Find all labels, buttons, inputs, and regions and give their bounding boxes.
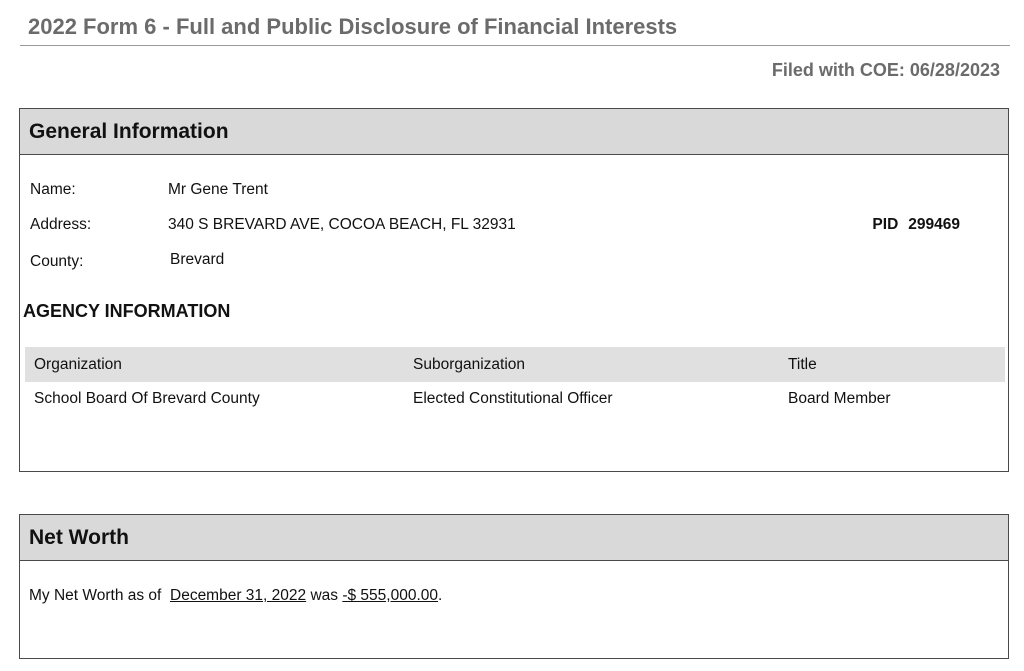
county-value: Brevard xyxy=(170,251,225,268)
title-divider xyxy=(20,45,1010,46)
net-worth-section xyxy=(19,514,1009,659)
name-label: Name: xyxy=(30,181,76,198)
filed-date: Filed with COE: 06/28/2023 xyxy=(771,60,1000,80)
table-row xyxy=(25,382,1005,416)
agency-information-heading: AGENCY INFORMATION xyxy=(23,301,231,321)
net-worth-prefix: My Net Worth as of xyxy=(29,587,162,604)
general-information-header: General Information xyxy=(20,109,1008,155)
agency-table-header xyxy=(25,347,1005,382)
net-worth-middle: was xyxy=(310,587,339,604)
column-organization: Organization xyxy=(34,355,122,373)
agency-table xyxy=(25,347,1005,416)
document-title: 2022 Form 6 - Full and Public Disclosure of Financial Interests xyxy=(28,14,678,39)
net-worth-suffix: . xyxy=(438,587,443,604)
suborganization-value: Elected Constitutional Officer xyxy=(413,390,613,407)
address-value: 340 S BREVARD AVE, COCOA BEACH, FL 32931 xyxy=(168,216,516,233)
net-worth-amount: -$ 555,000.00 xyxy=(342,587,439,604)
name-value: Mr Gene Trent xyxy=(168,181,268,198)
title-value: Board Member xyxy=(788,390,891,407)
net-worth-date: December 31, 2022 xyxy=(170,587,307,604)
county-label: County: xyxy=(30,253,84,270)
pid-value: 299469 xyxy=(908,216,960,233)
pid xyxy=(872,216,960,234)
general-information-section xyxy=(19,108,1009,472)
address-label: Address: xyxy=(30,216,92,233)
net-worth-header: Net Worth xyxy=(20,515,1008,561)
pid-label: PID xyxy=(872,216,899,233)
column-title: Title xyxy=(788,355,817,373)
organization-value: School Board Of Brevard County xyxy=(34,390,260,407)
net-worth-statement xyxy=(29,587,442,605)
column-suborganization: Suborganization xyxy=(413,355,526,373)
